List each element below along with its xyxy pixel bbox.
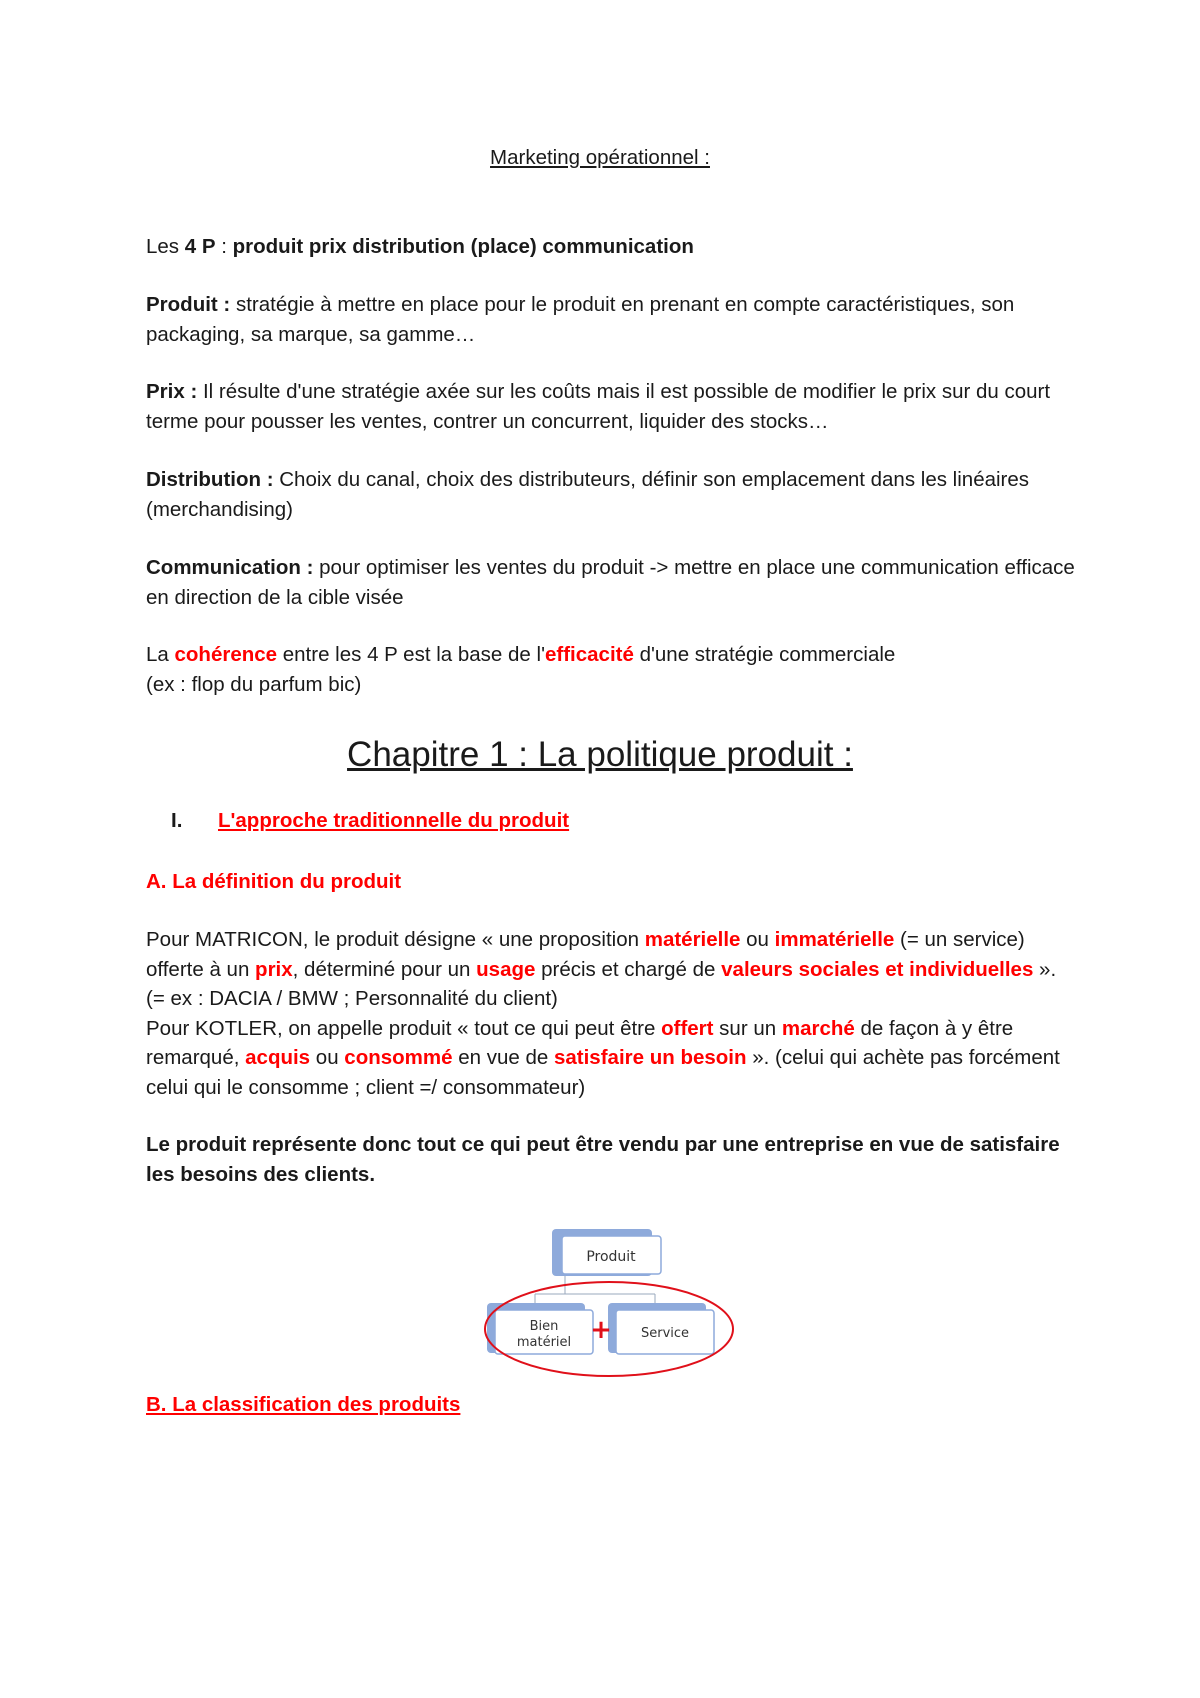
four-p-prefix: Les [146, 235, 185, 258]
communication-text: pour optimiser les ventes du produit -> mettre en place une communication efficace en direction de la cible visée [146, 556, 1075, 609]
definition-text: précis et chargé de [535, 957, 722, 981]
bien-node-label: Bien [529, 1319, 559, 1334]
four-p-colon: : [215, 235, 233, 258]
service-node-label: Service [640, 1326, 690, 1341]
definition-paragraph [146, 925, 1076, 1102]
distribution-label: Distribution : [146, 468, 274, 491]
prix-paragraph [146, 377, 1076, 436]
kotler-text: Pour KOTLER, on appelle produit « tout ce qui peut être [146, 1016, 662, 1040]
produit-paragraph [146, 290, 1076, 349]
keyword: marché [781, 1016, 855, 1040]
keyword: acquis [245, 1046, 311, 1069]
product-diagram [480, 1220, 742, 1385]
subheading-a: A. La définition du produit [146, 870, 402, 893]
coherence-paragraph [146, 640, 1076, 699]
kotler-text: sur un [713, 1016, 782, 1040]
materiel-node-label: matériel [516, 1335, 572, 1350]
keyword: offert [661, 1016, 714, 1040]
four-p-line [146, 232, 1076, 262]
kotler-text: ou [310, 1046, 345, 1069]
communication-label: Communication : [146, 556, 314, 579]
keyword: consommé [344, 1046, 453, 1069]
coherence-text-2: entre les 4 P est la base de l' [277, 643, 545, 666]
conclusion-paragraph: Le produit représente donc tout ce qui peut être vendu par une entreprise en vue de satisfaire les besoins des clients. [146, 1133, 1060, 1186]
prix-label: Prix : [146, 380, 198, 403]
page-title: Marketing opérationnel : [490, 146, 710, 169]
communication-paragraph [146, 553, 1076, 612]
prix-text: Il résulte d'une stratégie axée sur les coûts mais il est possible de modifier le prix sur du court terme pour pousser les ventes, contrer un concurrent, liquider des stocks… [146, 380, 1051, 433]
keyword: immatérielle [774, 928, 895, 951]
produit-label: Produit : [146, 293, 231, 316]
chapter-heading: Chapitre 1 : La politique produit : [347, 735, 853, 774]
plus-icon: + [590, 1315, 612, 1345]
coherence-text-1: La [146, 643, 175, 666]
keyword: valeurs sociales et individuelles [721, 957, 1034, 981]
keyword: matérielle [644, 928, 741, 951]
definition-text: Pour MATRICON, le produit désigne « une proposition [146, 928, 645, 951]
kotler-text: ». (celui qui achète pas forcément celui qui le consomme ; client =/ consommateur) [146, 1046, 1060, 1099]
keyword: usage [476, 957, 536, 981]
keyword: prix [255, 957, 293, 981]
kotler-text: de façon à y être remarqué, [146, 1016, 1014, 1069]
definition-text: , déterminé pour un [292, 957, 477, 981]
produit-text: stratégie à mettre en place pour le produit en prenant en compte caractéristiques, son packaging, sa marque, sa gamme… [146, 293, 1015, 346]
section-title: L'approche traditionnelle du produit [218, 809, 570, 832]
definition-text: ou [740, 928, 775, 951]
efficacite-keyword: efficacité [544, 643, 634, 666]
coherence-text-3: d'une stratégie commerciale [633, 643, 896, 666]
produit-node-label: Produit [586, 1249, 636, 1265]
coherence-keyword: cohérence [174, 643, 278, 666]
section-number: I. [171, 809, 183, 832]
coherence-example: (ex : flop du parfum bic) [146, 672, 362, 696]
keyword: satisfaire un besoin [553, 1046, 747, 1069]
subheading-b: B. La classification des produits [146, 1393, 461, 1416]
definition-text: (= un service) offerte à un [146, 928, 1025, 981]
distribution-text: Choix du canal, choix des distributeurs, définir son emplacement dans les linéaires (merchandising) [146, 468, 1030, 521]
kotler-text: en vue de [452, 1046, 554, 1069]
definition-text: ». (= ex : DACIA / BMW ; Personnalité du client) [146, 957, 1057, 1010]
four-p-list: produit prix distribution (place) communication [232, 235, 694, 258]
distribution-paragraph [146, 465, 1076, 524]
four-p-label: 4 P [184, 235, 216, 258]
